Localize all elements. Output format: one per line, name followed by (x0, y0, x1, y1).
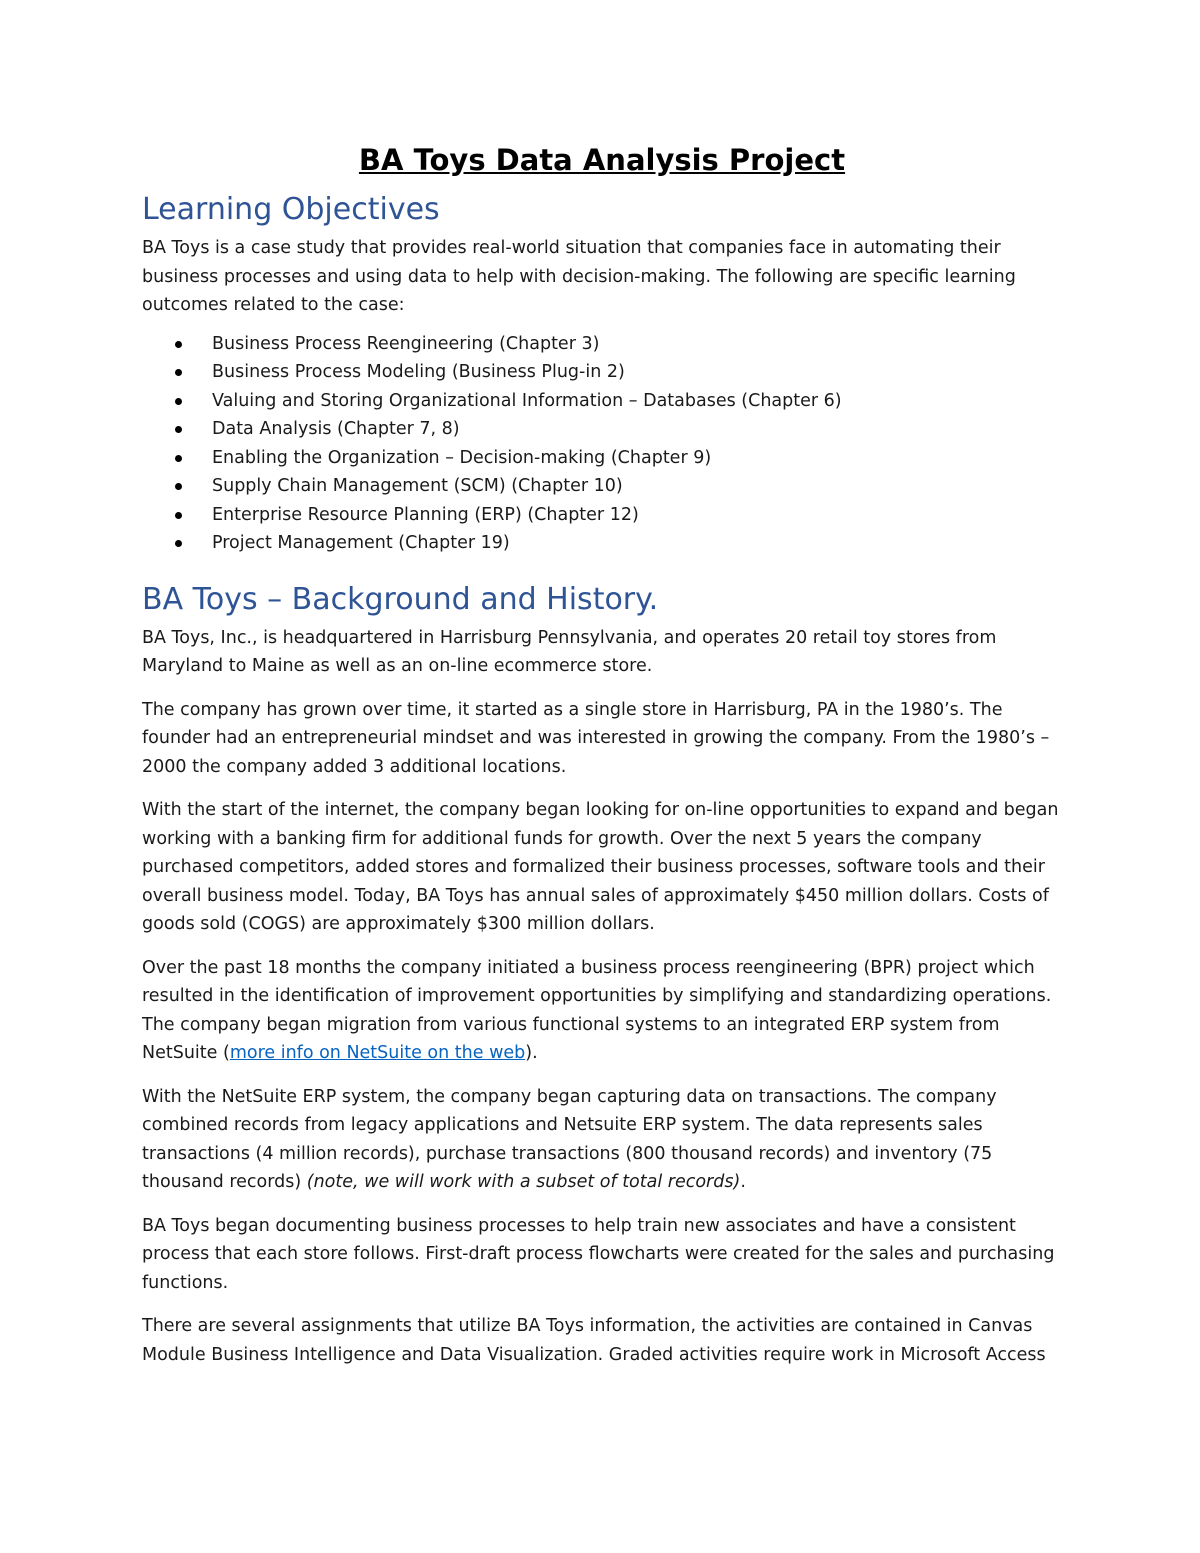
list-item-text: Valuing and Storing Organizational Information – Databases (Chapter 6) (212, 390, 842, 411)
bullet-icon (175, 455, 182, 462)
bullet-icon (175, 512, 182, 519)
learning-objectives-heading: Learning Objectives (142, 192, 440, 227)
bullet-icon (175, 483, 182, 490)
bullet-icon (175, 398, 182, 405)
paragraph-text: Over the past 18 months the company initiated a business process reengineering (BPR) project which resulted in the identification of improvement opportunities by simplifying and standardizing operations. The company began migration from various functional systems to an integrated ERP system from NetSuite ( (142, 957, 1052, 1063)
document-title: BA Toys Data Analysis Project (358, 143, 846, 177)
background-paragraph-7: There are several assignments that utilize BA Toys information, the activities are contained in Canvas Module Business Intelligence and Data Visualization. Graded activities require work in Microsoft Access (142, 1316, 1046, 1365)
background-paragraph-6: BA Toys began documenting business processes to help train new associates and have a consistent process that each store follows. First-draft process flowcharts were created for the sales and purchasing functions. (142, 1215, 1055, 1293)
paragraph-text: . (740, 1172, 746, 1192)
background-paragraph-1: BA Toys, Inc., is headquartered in Harrisburg Pennsylvania, and operates 20 retail toy stores from Maryland to Maine as well as an on-line ecommerce store. (142, 627, 997, 676)
paragraph-text: With the NetSuite ERP system, the company began capturing data on transactions. The company combined records from legacy applications and Netsuite ERP system. The data represents sales transactions (4 million records), purchase transactions (800 thousand records) and inventory (75 thousand records) (142, 1086, 997, 1192)
bullet-icon (175, 426, 182, 433)
background-paragraph-3: With the start of the internet, the company began looking for on-line opportunities to expand and began working with a banking firm for additional funds for growth. Over the next 5 years the company purchased competitors, added stores and formalized their business processes, software tools and their overall business model. Today, BA Toys has annual sales of approximately $450 million dollars. Costs of goods sold (COGS) are approximately $300 million dollars. (142, 800, 1059, 934)
list-item (142, 415, 1062, 444)
list-item (142, 387, 1062, 416)
list-item (142, 444, 1062, 473)
bullet-icon (175, 540, 182, 547)
list-item (142, 529, 1062, 558)
document-body (142, 140, 1062, 1384)
learning-objectives-list (142, 330, 1062, 558)
list-item-text: Project Management (Chapter 19) (212, 533, 510, 553)
list-item (142, 472, 1062, 501)
paragraph-text: ). (525, 1043, 538, 1063)
list-item-text: Enterprise Resource Planning (ERP) (Chapter 12) (212, 504, 639, 525)
list-item (142, 358, 1062, 387)
list-item-text: Supply Chain Management (SCM) (Chapter 10) (212, 476, 623, 496)
bullet-icon (175, 341, 182, 348)
learning-objectives-intro: BA Toys is a case study that provides real-world situation that companies face in automating their business processes and using data to help with decision-making. The following are specific learning outcomes related to the case: (142, 238, 1016, 315)
netsuite-link[interactable]: more info on NetSuite on the web (229, 1043, 526, 1063)
background-paragraph-5 (142, 1083, 1062, 1197)
list-item (142, 501, 1062, 530)
italic-note: (note, we will work with a subset of total records) (306, 1172, 741, 1192)
list-item-text: Enabling the Organization – Decision-making (Chapter 9) (212, 447, 712, 468)
bullet-icon (175, 369, 182, 376)
background-heading: BA Toys – Background and History. (142, 581, 659, 617)
list-item-text: Business Process Reengineering (Chapter 3) (212, 333, 600, 354)
list-item-text: Business Process Modeling (Business Plug-in 2) (212, 362, 625, 382)
background-paragraph-4 (142, 954, 1062, 1068)
background-paragraph-2: The company has grown over time, it started as a single store in Harrisburg, PA in the 1980’s. The founder had an entrepreneurial mindset and was interested in growing the company. From the 1980’s – 2000 the company added 3 additional locations. (142, 699, 1050, 777)
list-item (142, 330, 1062, 359)
list-item-text: Data Analysis (Chapter 7, 8) (212, 419, 460, 439)
